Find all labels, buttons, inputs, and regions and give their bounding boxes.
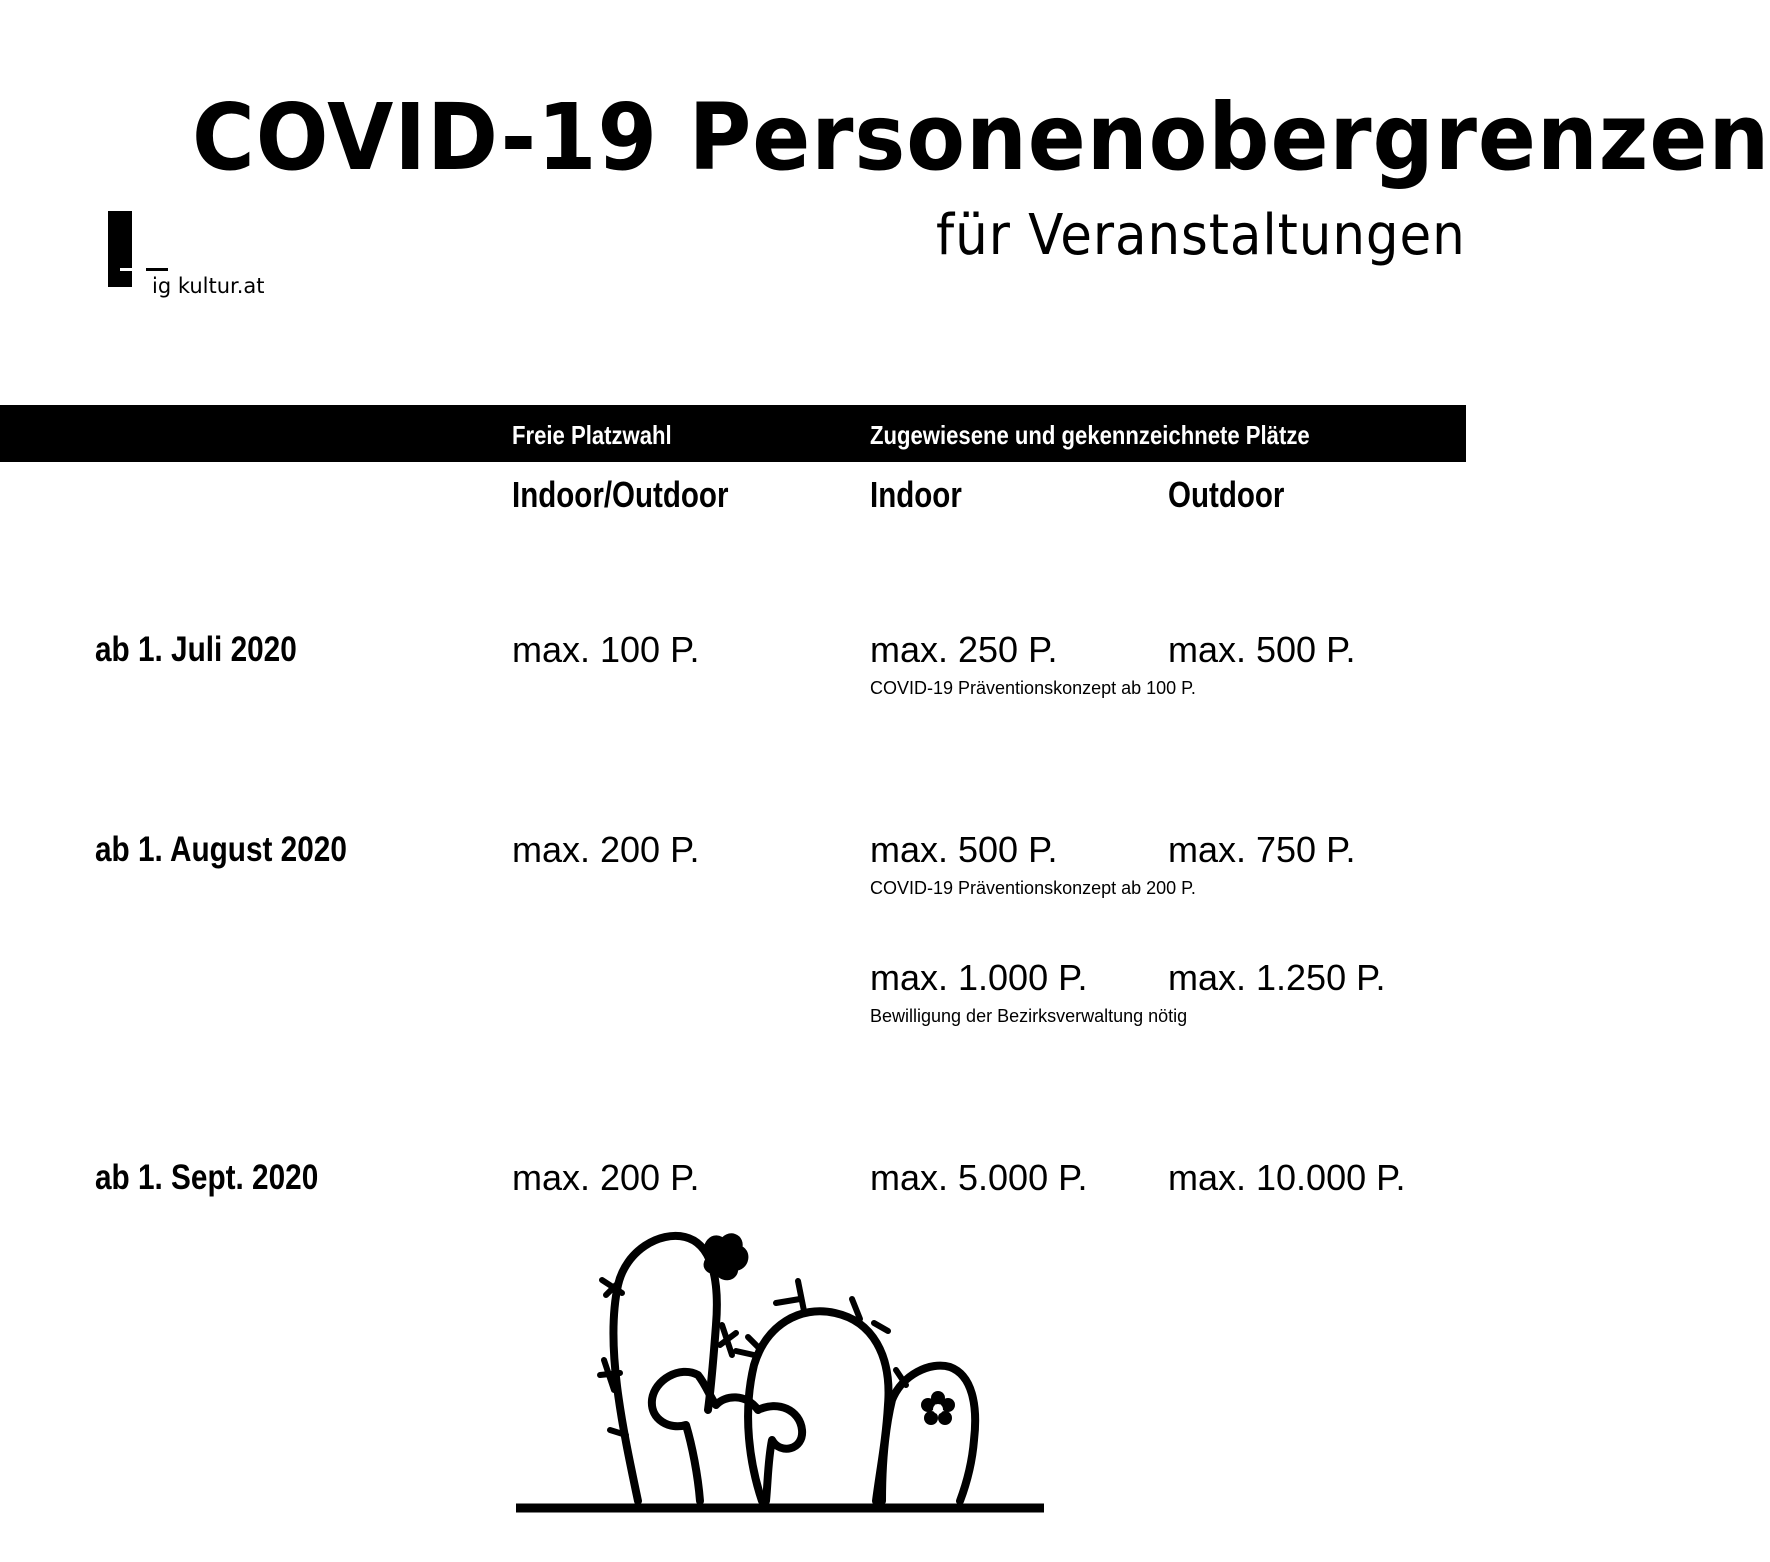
group-header-free-seating: Freie Platzwahl (512, 420, 672, 450)
row-note: COVID-19 Präventionskonzept ab 100 P. (870, 678, 1196, 698)
row-note: COVID-19 Präventionskonzept ab 200 P. (870, 878, 1196, 898)
value-indoor: max. 250 P. (870, 629, 1058, 670)
logo-mark-line (146, 268, 168, 271)
value-indoor: max. 5.000 P. (870, 1157, 1088, 1198)
value-indoor: max. 500 P. (870, 829, 1058, 870)
row-label: ab 1. Juli 2020 (95, 630, 297, 669)
column-header-outdoor: Outdoor (1168, 474, 1285, 515)
value-outdoor-extra: max. 1.250 P. (1168, 957, 1386, 998)
value-outdoor: max. 10.000 P. (1168, 1157, 1406, 1198)
value-free: max. 200 P. (512, 829, 700, 870)
logo-text: ig kultur.at (152, 274, 265, 298)
page-title: COVID-19 Personenobergrenzen (192, 84, 1770, 191)
logo-mark-cut (120, 268, 132, 271)
value-free: max. 100 P. (512, 629, 700, 670)
group-header-assigned-seating: Zugewiesene und gekennzeichnete Plätze (870, 420, 1310, 450)
value-free: max. 200 P. (512, 1157, 700, 1198)
row-label: ab 1. Sept. 2020 (95, 1158, 319, 1197)
logo-mark (108, 211, 132, 287)
column-header-indoor-outdoor: Indoor/Outdoor (512, 474, 729, 515)
column-header-indoor: Indoor (870, 474, 962, 515)
row-extra-note: Bewilligung der Bezirksverwaltung nötig (870, 1006, 1188, 1026)
row-label: ab 1. August 2020 (95, 830, 347, 869)
value-outdoor: max. 750 P. (1168, 829, 1356, 870)
page-subtitle: für Veranstaltungen (936, 203, 1466, 268)
value-outdoor: max. 500 P. (1168, 629, 1356, 670)
cactus-icon (510, 1225, 1050, 1525)
value-indoor-extra: max. 1.000 P. (870, 957, 1088, 998)
